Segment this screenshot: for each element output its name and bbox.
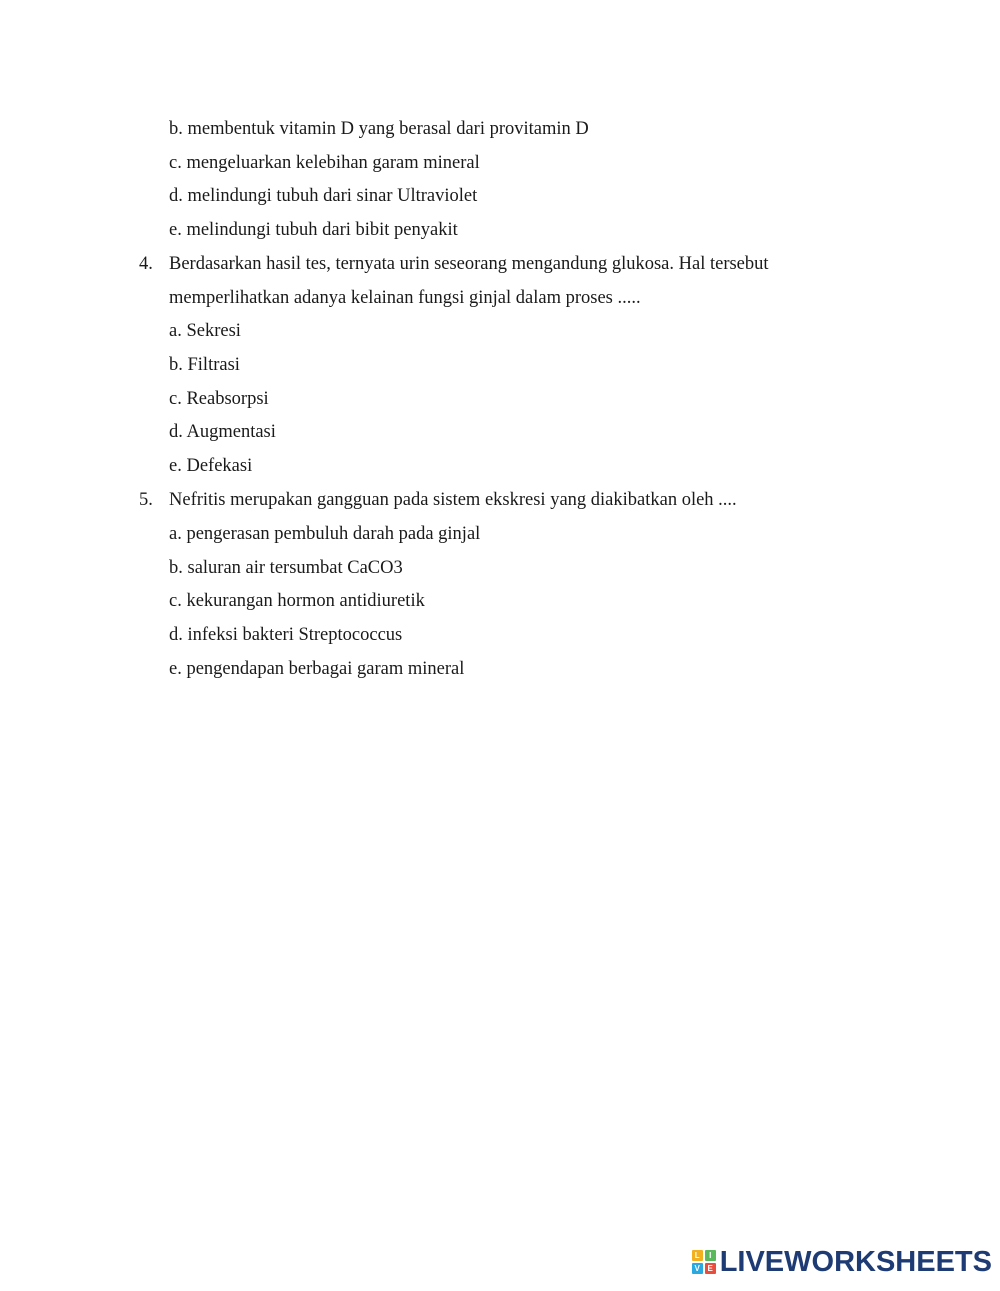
q4-option-a: a. Sekresi — [169, 321, 241, 341]
q5-option-d: d. infeksi bakteri Streptococcus — [169, 625, 403, 645]
q5-text: Nefritis merupakan gangguan pada sistem ekskresi yang diakibatkan oleh .... — [169, 490, 737, 510]
q3-option-c: c. mengeluarkan kelebihan garam mineral — [169, 153, 480, 173]
q3-option-e: e. melindungi tubuh dari bibit penyakit — [169, 220, 458, 240]
q5-option-c: c. kekurangan hormon antidiuretik — [169, 591, 425, 611]
q4-text-line1: Berdasarkan hasil tes, ternyata urin seseorang mengandung glukosa. Hal tersebut — [169, 254, 769, 274]
logo-block-e: E — [705, 1263, 716, 1274]
q5-option-b: b. saluran air tersumbat CaCO3 — [169, 558, 403, 578]
logo-block-l: L — [692, 1250, 703, 1261]
liveworksheets-logo — [692, 1247, 992, 1277]
q4-option-c: c. Reabsorpsi — [169, 389, 269, 409]
logo-text: LIVEWORKSHEETS — [719, 1246, 992, 1278]
q3-option-b: b. membentuk vitamin D yang berasal dari provitamin D — [169, 119, 589, 139]
q4-option-d: d. Augmentasi — [169, 422, 276, 442]
logo-block-v: V — [692, 1263, 703, 1274]
q3-option-d: d. melindungi tubuh dari sinar Ultraviolet — [169, 186, 478, 206]
q4-number: 4. — [139, 254, 153, 274]
q5-option-a: a. pengerasan pembuluh darah pada ginjal — [169, 524, 481, 544]
q4-text-line2: memperlihatkan adanya kelainan fungsi ginjal dalam proses ..... — [169, 288, 641, 308]
q4-option-b: b. Filtrasi — [169, 355, 240, 375]
q5-option-e: e. pengendapan berbagai garam mineral — [169, 659, 465, 679]
q5-number: 5. — [139, 490, 153, 510]
q4-option-e: e. Defekasi — [169, 456, 253, 476]
logo-blocks-icon — [692, 1250, 716, 1274]
logo-block-i: I — [705, 1250, 716, 1261]
